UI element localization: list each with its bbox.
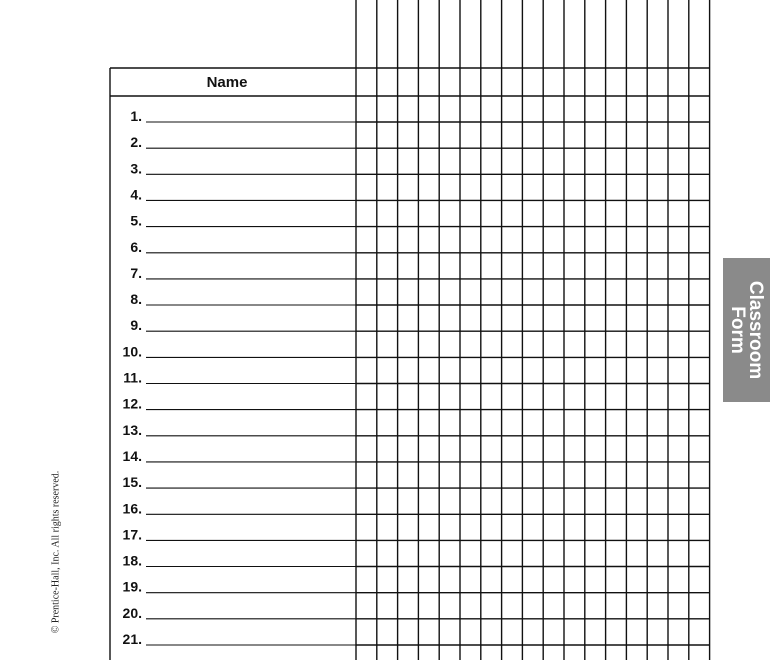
- row-number: 21.: [122, 631, 142, 647]
- row-number: 19.: [122, 578, 142, 595]
- table-row: [123, 526, 709, 542]
- table-row: [123, 605, 709, 621]
- student-rows: [123, 108, 709, 647]
- row-number: 13.: [122, 421, 142, 438]
- row-number: 3.: [130, 160, 142, 177]
- row-number: 5.: [130, 212, 142, 229]
- row-number: 14.: [122, 447, 142, 464]
- name-column-header: Name: [206, 74, 248, 91]
- table-row: [123, 422, 709, 438]
- row-number: 16.: [122, 500, 142, 517]
- row-number: 10.: [122, 343, 142, 360]
- row-number: 8.: [130, 291, 142, 307]
- table-row: [123, 343, 709, 359]
- table-row: [130, 108, 709, 124]
- table-row: [123, 631, 709, 647]
- table-row: [130, 160, 709, 176]
- table-row: [123, 370, 709, 386]
- row-number: 9.: [130, 317, 142, 334]
- table-row: [123, 579, 709, 595]
- row-number: 1.: [130, 108, 142, 124]
- row-number: 18.: [122, 552, 142, 569]
- table-row: [130, 317, 709, 333]
- table-row: [130, 134, 709, 150]
- table-row: [123, 448, 709, 464]
- row-number: 17.: [122, 526, 142, 543]
- copyright-notice: © Prentice-Hall, Inc. All rights reserved.: [50, 470, 62, 634]
- row-number: 6.: [130, 238, 142, 255]
- row-number: 12.: [122, 395, 142, 412]
- row-number: 2.: [130, 134, 142, 151]
- table-row: [130, 291, 709, 307]
- table-row: [123, 553, 709, 569]
- row-number: 15.: [122, 474, 142, 491]
- row-number: 7.: [130, 264, 142, 281]
- table-row: [123, 474, 709, 490]
- table-row: [130, 213, 709, 229]
- table-row: [123, 396, 709, 412]
- grid-lines: [110, 0, 710, 660]
- table-row: [130, 186, 709, 202]
- row-number: 4.: [130, 186, 142, 203]
- classroom-form-tab-label: Classroom Form: [727, 280, 766, 380]
- table-row: [130, 239, 709, 255]
- table-row: [130, 265, 709, 281]
- table-row: [123, 500, 709, 516]
- row-number: 11.: [123, 369, 142, 386]
- row-number: 20.: [122, 604, 142, 621]
